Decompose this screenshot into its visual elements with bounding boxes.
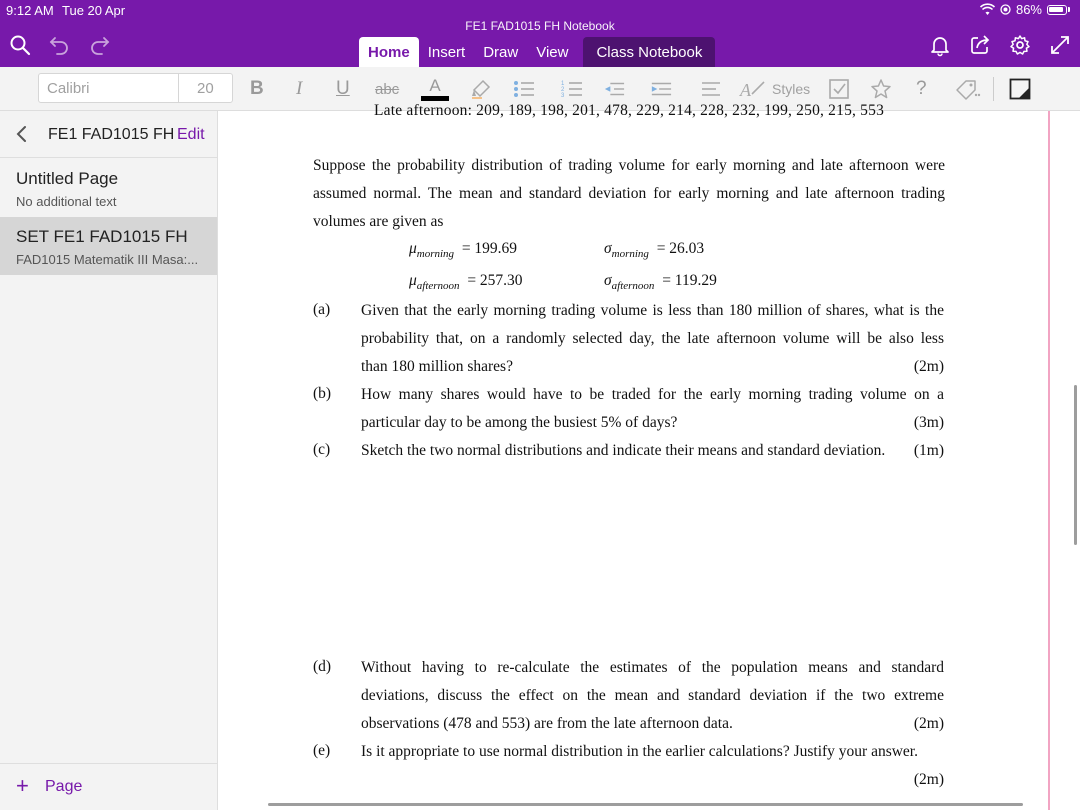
- question-tag-icon[interactable]: ?: [916, 78, 927, 99]
- add-page-label: Page: [45, 778, 83, 795]
- styles-icon: [740, 78, 766, 100]
- wifi-icon: [980, 4, 995, 16]
- search-icon[interactable]: [8, 33, 32, 57]
- status-time: 9:12 AM: [6, 3, 54, 18]
- star-tag-icon[interactable]: [870, 77, 892, 101]
- window-title: FE1 FAD1015 FH Notebook: [465, 19, 615, 33]
- intro-line: assumed normal. The mean and standard deviation for early morning and late afternoon trading: [313, 185, 945, 202]
- question-e: Is it appropriate to use normal distribution in the earlier calculations? Justify your answer. (2m): [361, 743, 944, 788]
- question-d-label: (d): [313, 658, 332, 675]
- horizontal-scrollbar[interactable]: [268, 803, 1023, 806]
- question-b-label: (b): [313, 385, 332, 402]
- add-page-button[interactable]: [0, 763, 217, 810]
- page-view-icon[interactable]: [1009, 77, 1031, 101]
- tab-class-notebook[interactable]: Class Notebook: [583, 37, 715, 67]
- tab-insert[interactable]: Insert: [427, 43, 466, 61]
- question-b-mark: (3m): [913, 414, 944, 431]
- question-b: How many shares would have to be traded for the early morning trading volume on a particular day to be among the busiest 5% of days? (3m): [361, 381, 944, 437]
- font-color-icon[interactable]: A: [421, 77, 449, 101]
- page-title: Untitled Page: [16, 169, 119, 188]
- plus-icon: +: [16, 773, 29, 798]
- battery-percent: 86%: [1015, 2, 1042, 17]
- more-tags-icon[interactable]: [955, 77, 981, 101]
- font-name-field[interactable]: Calibri: [47, 80, 90, 97]
- page-subtitle: FAD1015 Matematik III Masa:...: [16, 252, 199, 267]
- tab-view[interactable]: View: [536, 43, 569, 61]
- font-size-field[interactable]: 20: [197, 80, 214, 97]
- tab-home[interactable]: Home: [359, 37, 419, 67]
- page-item-untitled[interactable]: [0, 159, 217, 217]
- bold-icon[interactable]: B: [250, 78, 264, 99]
- intro-line: Suppose the probability distribution of trading volume for early morning and late afternoon were: [313, 157, 945, 174]
- app-header: [0, 0, 1080, 67]
- svg-text:2: 2: [561, 87, 565, 93]
- vertical-scrollbar[interactable]: [1074, 385, 1077, 545]
- notebook-title: FE1 FAD1015 FH: [48, 126, 175, 143]
- question-d: Without having to re-calculate the estimates of the population means and standard deviations, discuss the effect on the mean and standard deviation if the two extreme observations (478 and 553) are from the late afternoon data. (2m): [361, 654, 944, 738]
- page-subtitle: No additional text: [16, 194, 117, 209]
- expand-icon[interactable]: [1048, 33, 1072, 57]
- page-list-panel: [0, 111, 218, 810]
- ribbon-tabs: [359, 37, 715, 67]
- eq-sigma-morning: $\sigma_{morning} = 26.03$: [604, 240, 705, 260]
- intro-line: volumes are given as: [313, 213, 444, 230]
- question-c-label: (c): [313, 441, 331, 458]
- page-item-set-fe1[interactable]: [0, 217, 217, 275]
- todo-checkbox-icon[interactable]: [828, 77, 850, 101]
- question-e-label: (e): [313, 742, 331, 759]
- question-a-mark: (2m): [913, 358, 944, 375]
- undo-icon[interactable]: [48, 33, 72, 57]
- bell-icon[interactable]: [928, 33, 952, 57]
- highlighter-icon[interactable]: [470, 77, 492, 101]
- status-indicators: [980, 2, 1070, 17]
- redo-icon[interactable]: [87, 33, 111, 57]
- eq-mu-afternoon: $\mu_{afternoon} = 257.30$: [409, 272, 523, 292]
- svg-text:1: 1: [561, 81, 565, 87]
- share-icon[interactable]: [968, 33, 992, 57]
- eq-sigma-afternoon: $\sigma_{afternoon} = 119.29$: [604, 272, 717, 292]
- question-c: Sketch the two normal distributions and indicate their means and standard deviation. (1m): [361, 437, 944, 465]
- status-date: Tue 20 Apr: [62, 3, 126, 18]
- font-picker[interactable]: [38, 73, 233, 103]
- question-e-mark: (2m): [913, 771, 944, 788]
- battery-icon: [1047, 5, 1067, 15]
- notebook-header: [0, 111, 217, 158]
- question-a: Given that the early morning trading volume is less than 180 million of shares, what is the probability that, on a randomly selected day, the late afternoon volume will be also less than 180 million shares? (2m): [361, 297, 944, 381]
- styles-button[interactable]: [740, 77, 810, 101]
- location-icon: [1000, 4, 1011, 15]
- page-canvas[interactable]: [218, 102, 1080, 810]
- svg-text:3: 3: [561, 93, 565, 99]
- indent-icon[interactable]: [650, 77, 672, 101]
- align-icon[interactable]: [700, 77, 722, 101]
- bullets-icon[interactable]: [513, 77, 535, 101]
- back-chevron-icon[interactable]: [14, 125, 30, 143]
- data-line-late-afternoon: Late afternoon: 209, 189, 198, 201, 478, 229, 214, 228, 232, 199, 250, 215, 553: [374, 102, 885, 119]
- eq-mu-morning: $\mu_{morning} = 199.69$: [409, 240, 518, 260]
- page-title: SET FE1 FAD1015 FH: [16, 227, 188, 246]
- outdent-icon[interactable]: [603, 77, 625, 101]
- numbering-icon[interactable]: [561, 77, 583, 101]
- svg-text:A: A: [740, 80, 751, 100]
- edit-button[interactable]: Edit: [177, 126, 205, 143]
- italic-icon[interactable]: I: [296, 78, 303, 99]
- underline-icon[interactable]: U: [336, 78, 350, 99]
- question-d-mark: (2m): [913, 715, 944, 732]
- styles-label: Styles: [772, 81, 811, 97]
- strikethrough-icon[interactable]: abc: [375, 80, 400, 98]
- tab-draw[interactable]: Draw: [483, 43, 519, 61]
- question-a-label: (a): [313, 301, 331, 318]
- intro-paragraph: [313, 152, 945, 236]
- question-c-mark: (1m): [913, 442, 944, 459]
- page-margin-line: [1048, 111, 1050, 810]
- gear-icon[interactable]: [1008, 33, 1032, 57]
